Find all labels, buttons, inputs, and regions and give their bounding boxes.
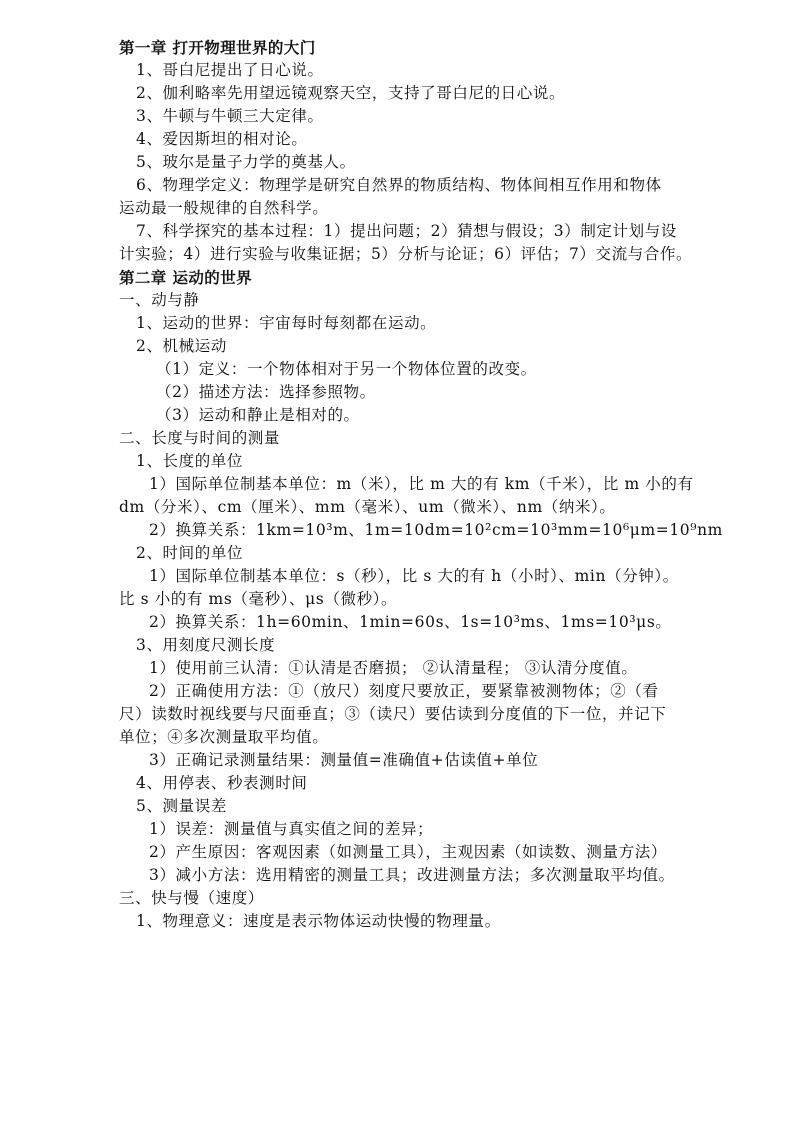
text-line: 2、伽利略率先用望远镜观察天空，支持了哥白尼的日心说。: [136, 84, 566, 102]
text-line: 1）国际单位制基本单位：s（秒），比 s 大的有 h（小时）、min（分钟）。: [149, 567, 679, 585]
text-line: 3、用刻度尺测长度: [136, 636, 276, 654]
text-line: 1）国际单位制基本单位：m（米），比 m 大的有 km（千米），比 m 小的有: [149, 475, 694, 493]
text-line: 7、科学探究的基本过程：1）提出问题；2）猜想与假设；3）制定计划与设: [136, 222, 677, 240]
text-line: dm（分米）、cm（厘米）、mm（毫米）、um（微米）、nm（纳米）。: [119, 498, 616, 516]
text-line: （3）运动和静止是相对的。: [156, 406, 360, 424]
text-line: 5、玻尔是量子力学的奠基人。: [136, 153, 356, 171]
text-line: 计实验；4）进行实验与收集证据；5）分析与论证；6）评估；7）交流与合作。: [119, 245, 693, 263]
text-line: 尺）读数时视线要与尺面垂直；③（读尺）要估读到分度值的下一位，并记下: [119, 705, 667, 723]
chapter-heading: 第二章 运动的世界: [119, 268, 252, 287]
text-line: 4、用停表、秒表测时间: [136, 774, 308, 792]
text-line: 三、快与慢（速度）: [119, 889, 264, 907]
text-line: 2）换算关系：1h=60min、1min=60s、1s=10³ms、1ms=10³μs。: [149, 613, 672, 631]
text-line: 比 s 小的有 ms（毫秒）、μs（微秒）。: [119, 590, 398, 608]
text-line: 3、牛顿与牛顿三大定律。: [136, 107, 324, 125]
document-page: [0, 36, 800, 933]
text-line: 3）减小方法：选用精密的测量工具；改进测量方法；多次测量取平均值。: [149, 866, 675, 884]
text-line: 1、长度的单位: [136, 452, 244, 470]
text-line: 二、长度与时间的测量: [119, 429, 281, 447]
text-line: 1、物理意义：速度是表示物体运动快慢的物理量。: [136, 912, 501, 930]
text-line: 2、时间的单位: [136, 544, 244, 562]
text-line: 4、爱因斯坦的相对论。: [136, 130, 308, 148]
text-line: （1）定义：一个物体相对于另一个物体位置的改变。: [156, 360, 537, 378]
text-line: 3）正确记录测量结果：测量值=准确值+估读值+单位: [149, 751, 539, 769]
text-line: 5、测量误差: [136, 797, 227, 815]
text-line: 2）产生原因：客观因素（如测量工具），主观因素（如读数、测量方法）: [149, 843, 667, 861]
text-line: 1）误差：测量值与真实值之间的差异；: [149, 820, 434, 838]
text-line: 一、动与静: [119, 291, 200, 309]
text-line: 单位；④多次测量取平均值。: [119, 728, 329, 746]
text-line: 2、机械运动: [136, 337, 227, 355]
text-line: 运动最一般规律的自然科学。: [119, 199, 329, 217]
text-line: （2）描述方法：选择参照物。: [156, 383, 376, 401]
text-line: 2）换算关系：1km=10³m、1m=10dm=10²cm=10³mm=10⁶μm=10⁹nm: [149, 521, 723, 539]
text-line: 1）使用前三认清：①认清是否磨损； ②认清量程； ③认清分度值。: [149, 659, 638, 677]
text-line: 2）正确使用方法：①（放尺）刻度尺要放正，要紧靠被测物体；②（看: [149, 682, 659, 700]
text-line: 1、运动的世界：宇宙每时每刻都在运动。: [136, 314, 437, 332]
chapter-heading: 第一章 打开物理世界的大门: [119, 38, 316, 57]
text-line: 6、物理学定义：物理学是研究自然界的物质结构、物体间相互作用和物体: [136, 176, 662, 194]
text-line: 1、哥白尼提出了日心说。: [136, 61, 324, 79]
